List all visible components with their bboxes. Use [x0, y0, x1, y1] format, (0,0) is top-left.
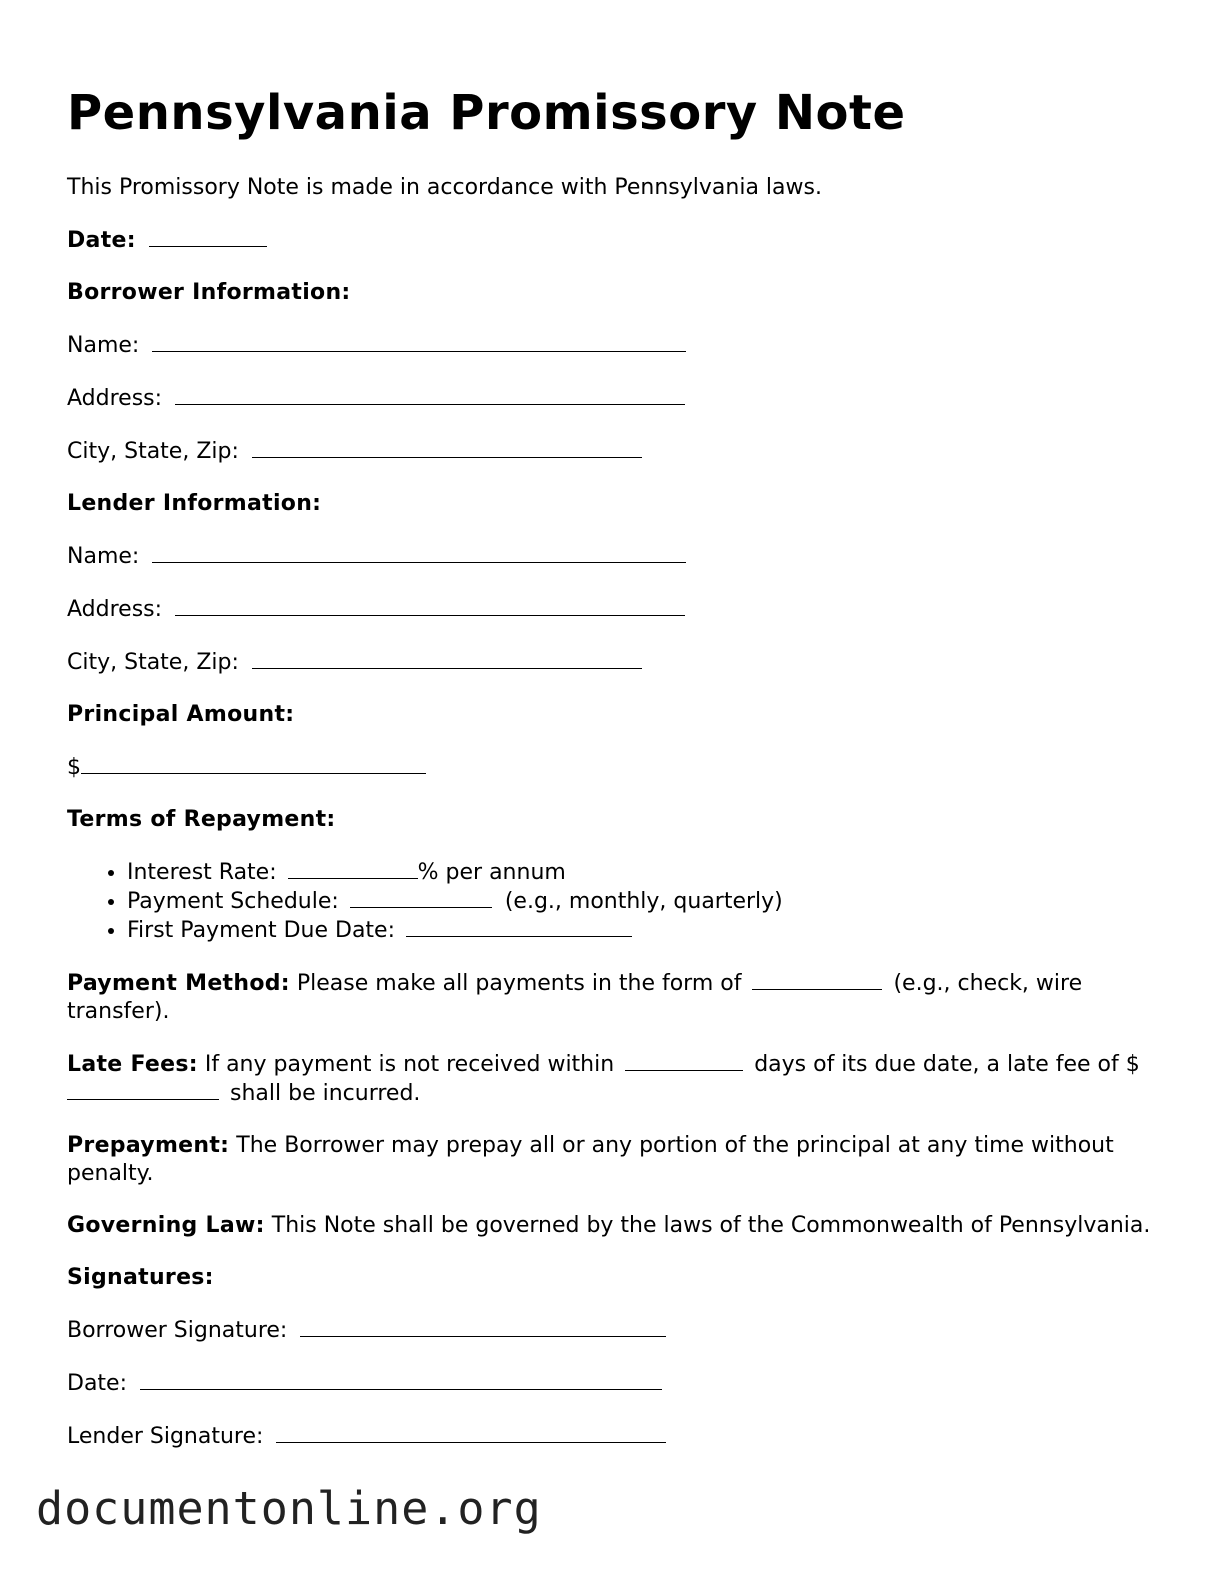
interest-rate-label: Interest Rate: [127, 860, 277, 885]
principal-heading: Principal Amount: [67, 702, 295, 727]
signature-date-row [67, 1369, 1177, 1398]
terms-heading: Terms of Repayment: [67, 807, 336, 832]
watermark: documentonline.org [36, 1482, 542, 1535]
prepayment-text: The Borrower may prepay all or any portion of the principal at any time without penalty. [67, 1133, 1114, 1186]
prepayment-label: Prepayment: [67, 1133, 230, 1158]
lender-signature-row [67, 1422, 1177, 1451]
late-fees-middle: days of its due date, a late fee of $ [754, 1052, 1140, 1077]
late-fees-days-field[interactable] [625, 1050, 743, 1071]
payment-method-label: Payment Method: [67, 971, 290, 996]
first-due-field[interactable] [406, 916, 632, 937]
payment-method-text: Please make all payments in the form of [296, 971, 742, 996]
payment-method-paragraph [67, 969, 1177, 1026]
signatures-heading: Signatures: [67, 1265, 214, 1290]
late-fees-end: shall be incurred. [230, 1081, 421, 1106]
lender-address-row [67, 595, 1177, 624]
list-item [127, 916, 1177, 945]
principal-row [67, 753, 1177, 782]
signature-date-label: Date: [67, 1371, 127, 1396]
late-fee-amount-field[interactable] [67, 1079, 219, 1100]
interest-rate-suffix: % per annum [417, 860, 566, 885]
lender-signature-label: Lender Signature: [67, 1424, 264, 1449]
lender-city-field[interactable] [252, 648, 642, 669]
lender-heading: Lender Information: [67, 491, 322, 516]
first-due-label: First Payment Due Date: [127, 918, 396, 943]
borrower-signature-field[interactable] [300, 1316, 666, 1337]
borrower-heading: Borrower Information: [67, 280, 351, 305]
lender-name-field[interactable] [152, 542, 686, 563]
borrower-signature-row [67, 1316, 1177, 1345]
lender-address-field[interactable] [175, 595, 685, 616]
lender-city-label: City, State, Zip: [67, 650, 239, 675]
page-title: Pennsylvania Promissory Note [67, 85, 906, 141]
payment-method-field[interactable] [752, 969, 882, 990]
borrower-signature-label: Borrower Signature: [67, 1318, 288, 1343]
payment-method-example: (e.g., check, wire transfer). [67, 971, 1083, 1024]
date-field[interactable] [149, 226, 267, 247]
late-fees-text: If any payment is not received within [204, 1052, 615, 1077]
terms-list [67, 858, 1177, 945]
principal-amount-field[interactable] [81, 753, 426, 774]
intro-text: This Promissory Note is made in accordance with Pennsylvania laws. [67, 175, 822, 200]
borrower-name-row [67, 331, 1177, 360]
governing-law-label: Governing Law: [67, 1213, 265, 1238]
borrower-city-field[interactable] [252, 437, 642, 458]
borrower-address-label: Address: [67, 386, 163, 411]
signature-date-field[interactable] [140, 1369, 662, 1390]
borrower-city-row [67, 437, 1177, 466]
prepayment-paragraph [67, 1132, 1177, 1188]
date-row [67, 226, 1177, 255]
lender-name-label: Name: [67, 544, 140, 569]
borrower-address-field[interactable] [175, 384, 685, 405]
payment-schedule-field[interactable] [350, 887, 492, 908]
borrower-name-label: Name: [67, 333, 140, 358]
currency-symbol: $ [67, 755, 81, 780]
lender-address-label: Address: [67, 597, 163, 622]
lender-signature-field[interactable] [276, 1422, 666, 1443]
late-fees-paragraph [67, 1050, 1177, 1108]
late-fees-label: Late Fees: [67, 1052, 198, 1077]
list-item [127, 887, 1177, 916]
governing-law-paragraph [67, 1212, 1177, 1240]
governing-law-text: This Note shall be governed by the laws of the Commonwealth of Pennsylvania. [271, 1213, 1151, 1238]
borrower-city-label: City, State, Zip: [67, 439, 239, 464]
interest-rate-field[interactable] [288, 858, 418, 879]
payment-schedule-suffix: (e.g., monthly, quarterly) [504, 889, 783, 914]
borrower-name-field[interactable] [152, 331, 686, 352]
lender-name-row [67, 542, 1177, 571]
payment-schedule-label: Payment Schedule: [127, 889, 339, 914]
list-item [127, 858, 1177, 887]
borrower-address-row [67, 384, 1177, 413]
date-label: Date: [67, 228, 136, 253]
document-page [67, 82, 1177, 1451]
lender-city-row [67, 648, 1177, 677]
